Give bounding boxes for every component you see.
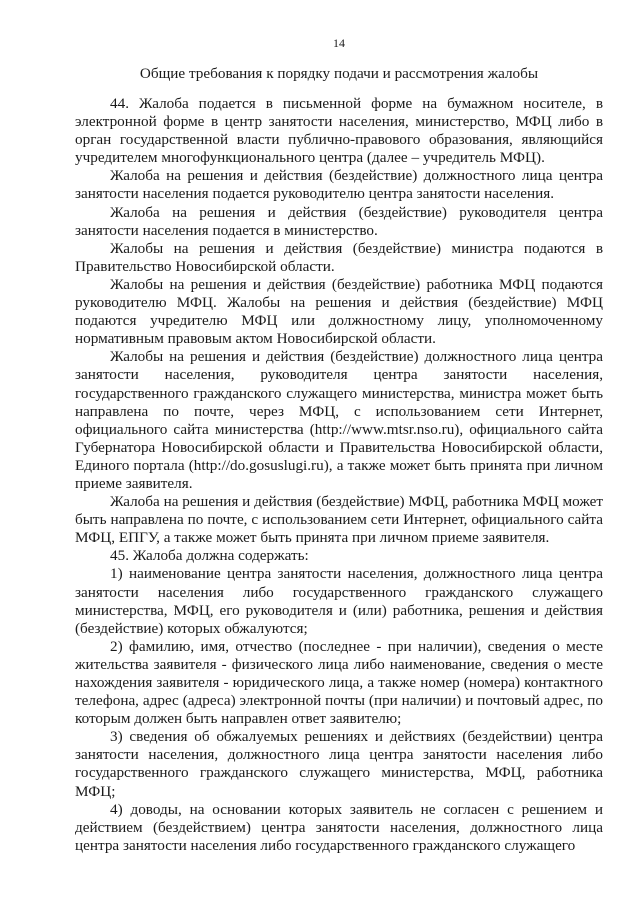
paragraph-complaint-employee: Жалоба на решения и действия (бездействие) должностного лица центра занятости населения подается руководителю центра занятости населения. — [75, 167, 603, 203]
list-item-4: 4) доводы, на основании которых заявитель не согласен с решением и действием (бездействием) центра занятости населения, должностного лица центра занятости населения либо государственного гражданского служащего — [75, 800, 603, 854]
list-item-1: 1) наименование центра занятости населения, должностного лица центра занятости населения либо государственного гражданского служащего министерства, МФЦ, его руководителя и (или) работника, решения и действия (бездействие) которых обжалуются; — [75, 565, 603, 637]
paragraph-mfc-submission-channels: Жалоба на решения и действия (бездействие) МФЦ, работника МФЦ может быть направлена по почте, с использованием сети Интернет, официального сайта МФЦ, ЕПГУ, а также может быть принята при личном приеме заявителя. — [75, 493, 603, 547]
paragraph-complaint-minister: Жалобы на решения и действия (бездействие) министра подаются в Правительство Новосибирской области. — [75, 239, 603, 275]
section-title: Общие требования к порядку подачи и рассмотрения жалобы — [139, 65, 539, 82]
paragraph-45: 45. Жалоба должна содержать: — [110, 547, 309, 565]
document-page — [75, 36, 603, 855]
paragraph-submission-channels: Жалобы на решения и действия (бездействие) должностного лица центра занятости населения, руководителя центра занятости населения, государственного гражданского служащего министерства, министра может быть направлена по почте, через МФЦ, с использованием сети Интернет, официального сайта министерства (http://www.mtsr.nso.ru), официального сайта Губернатора Новосибирской области и Правительства Новосибирской области, Единого портала (http://do.gosuslugi.ru), а также может быть принята при личном приеме заявителя. — [75, 348, 603, 492]
list-item-2: 2) фамилию, имя, отчество (последнее - при наличии), сведения о месте жительства заявителя - физического лица либо наименование, сведения о месте нахождения заявителя - юридического лица, а также номер (номера) контактного телефона, адрес (адреса) электронной почты (при наличии) и почтовый адрес, по которым должен быть направлен ответ заявителю; — [75, 637, 603, 728]
paragraph-complaint-head: Жалоба на решения и действия (бездействие) руководителя центра занятости населения подается в министерство. — [75, 203, 603, 239]
page-number: 14 — [333, 36, 345, 50]
body-text — [75, 95, 603, 855]
paragraph-44: 44. Жалоба подается в письменной форме на бумажном носителе, в электронной форме в центр занятости населения, министерство, МФЦ либо в орган государственной власти публично-правового образования, являющийся учредителем многофункционального центра (далее – учредитель МФЦ). — [75, 95, 603, 167]
list-item-3: 3) сведения об обжалуемых решениях и действиях (бездействии) центра занятости населения, должностного лица центра занятости населения либо государственного гражданского служащего министерства, МФЦ, работника МФЦ; — [75, 728, 603, 800]
paragraph-complaint-mfc: Жалобы на решения и действия (бездействие) работника МФЦ подаются руководителю МФЦ. Жалобы на решения и действия (бездействие) МФЦ подаются учредителю МФЦ или должностному лицу, уполномоченному нормативным правовым актом Новосибирской области. — [75, 275, 603, 348]
